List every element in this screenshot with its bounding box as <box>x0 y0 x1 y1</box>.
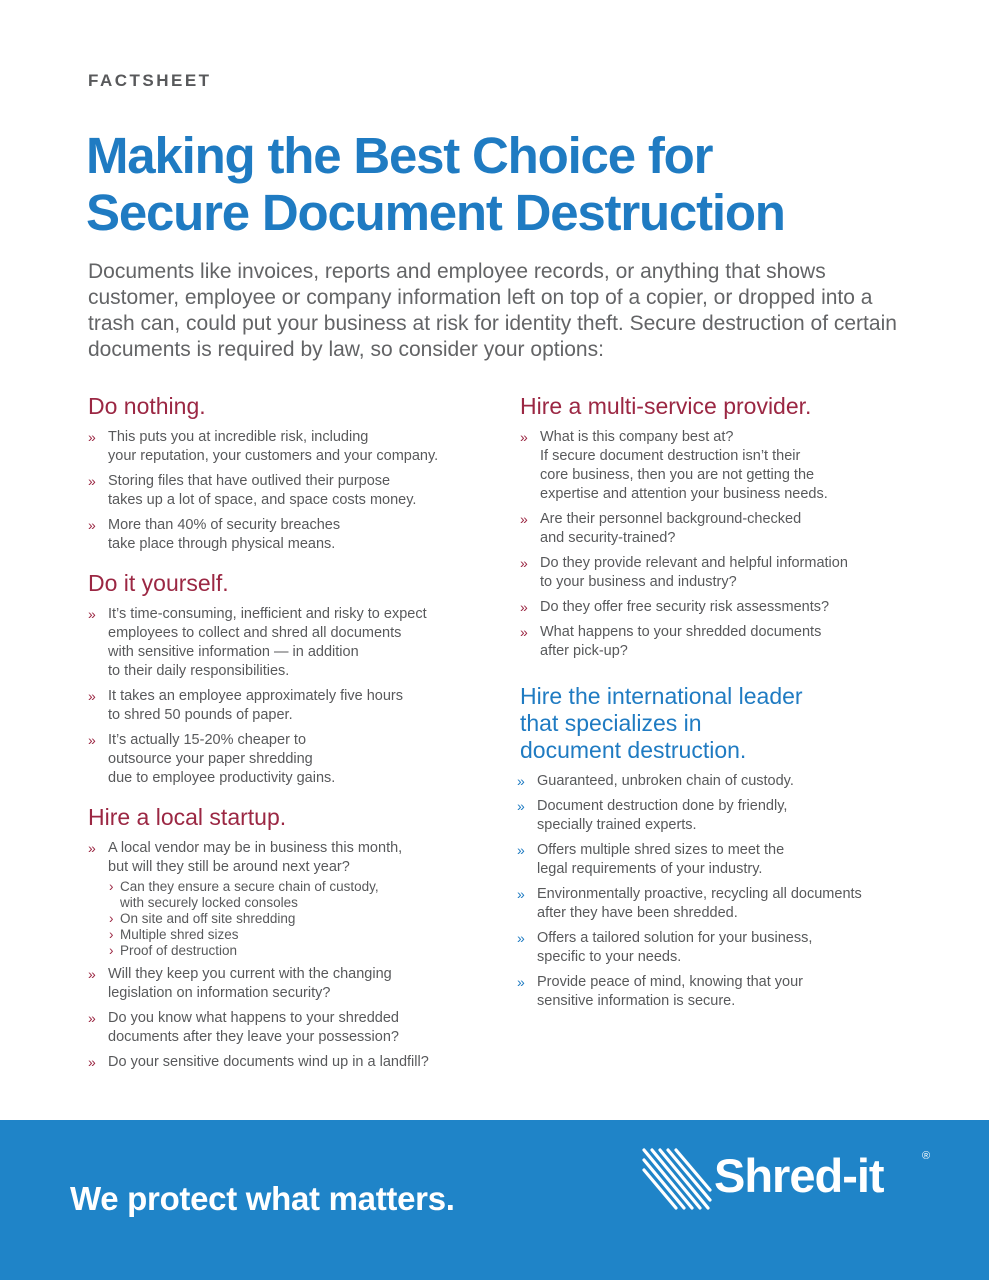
list-item <box>88 687 488 725</box>
bullet-list <box>88 605 488 788</box>
heading-line: document destruction. <box>520 737 747 763</box>
right-column <box>517 393 920 1027</box>
list-item <box>88 516 488 554</box>
item-line: legislation on information security? <box>108 985 331 1001</box>
bullet-list <box>88 839 488 1072</box>
item-line: If secure document destruction isn’t their <box>540 448 801 464</box>
section-heading <box>520 683 920 764</box>
item-line: Proof of destruction <box>120 943 238 958</box>
list-item <box>88 965 488 1003</box>
bullet-marker: » <box>88 688 96 704</box>
sub-marker: › <box>109 927 114 942</box>
item-line: Are their personnel background-checked <box>540 511 802 527</box>
bullet-marker: » <box>88 966 96 982</box>
item-line: Provide peace of mind, knowing that your <box>537 974 803 990</box>
list-item <box>517 973 920 1011</box>
item-line: Will they keep you current with the changing <box>108 966 392 982</box>
bullet-marker: » <box>517 798 525 814</box>
list-item <box>517 885 920 923</box>
bullet-marker: » <box>88 1010 96 1026</box>
bullet-list <box>517 772 920 1011</box>
item-line: your reputation, your customers and your company. <box>108 448 439 464</box>
list-item <box>520 428 920 504</box>
item-line: Environmentally proactive, recycling all documents <box>537 886 862 902</box>
item-line: Can they ensure a secure chain of custody, <box>120 879 379 894</box>
bullet-marker: » <box>517 773 525 789</box>
list-item <box>88 472 488 510</box>
item-line: Multiple shred sizes <box>120 927 239 942</box>
item-line: Do they offer free security risk assessments? <box>540 599 830 615</box>
bullet-marker: » <box>517 842 525 858</box>
title-line: Making the Best Choice for <box>86 127 713 184</box>
item-line: specific to your needs. <box>537 949 682 965</box>
item-line: expertise and attention your business needs. <box>540 486 828 502</box>
shred-it-logo <box>640 1144 940 1214</box>
tagline: We protect what matters. <box>70 1180 455 1217</box>
bullet-marker: » <box>88 840 96 856</box>
list-item <box>88 1009 488 1047</box>
list-item <box>517 929 920 967</box>
item-line: legal requirements of your industry. <box>537 861 763 877</box>
page-title <box>86 127 946 241</box>
bullet-marker: » <box>520 511 528 527</box>
section-international-leader <box>517 683 920 1011</box>
item-line: More than 40% of security breaches <box>108 517 341 533</box>
bullet-marker: » <box>520 555 528 571</box>
left-column <box>88 393 488 1088</box>
item-line: It’s time-consuming, inefficient and risky to expect <box>108 606 427 622</box>
item-line: Offers multiple shred sizes to meet the <box>537 842 785 858</box>
section-heading: Do nothing. <box>88 393 206 419</box>
factsheet-label: FACTSHEET <box>88 71 212 90</box>
sub-marker: › <box>109 879 114 894</box>
item-line: with sensitive information — in addition <box>108 644 359 660</box>
list-item <box>88 731 488 788</box>
bullet-marker: » <box>520 429 528 445</box>
item-line: due to employee productivity gains. <box>108 770 336 786</box>
item-line: to your business and industry? <box>540 574 737 590</box>
list-item <box>88 1053 488 1072</box>
registered-mark: ® <box>922 1150 931 1162</box>
bullet-marker: » <box>88 473 96 489</box>
item-line: Do you know what happens to your shredded <box>108 1010 399 1026</box>
logo-wordmark: Shred-it <box>714 1149 884 1202</box>
shred-stripes-icon <box>640 1144 712 1214</box>
bullet-marker: » <box>517 886 525 902</box>
section-heading: Do it yourself. <box>88 570 229 596</box>
section-multi-service <box>520 393 920 661</box>
sub-marker: › <box>109 943 114 958</box>
item-line: This puts you at incredible risk, including <box>108 429 369 445</box>
section-do-it-yourself <box>88 570 488 788</box>
list-item <box>520 598 920 617</box>
bullet-marker: » <box>88 517 96 533</box>
item-line: and security-trained? <box>540 530 676 546</box>
item-line: with securely locked consoles <box>120 895 298 910</box>
item-line: Do they provide relevant and helpful information <box>540 555 848 571</box>
item-line: Do your sensitive documents wind up in a landfill? <box>108 1054 429 1070</box>
intro-paragraph: Documents like invoices, reports and employee records, or anything that shows customer, employee or company information left on top of a copier, or dropped into a trash can, could put your business at risk for identity theft. Secure destruction of certain documents is required by law, so consider your options: <box>88 260 897 361</box>
sub-list <box>108 879 488 959</box>
list-item <box>88 428 488 466</box>
sub-list-item <box>108 927 488 943</box>
item-line: sensitive information is secure. <box>537 993 736 1009</box>
footer-banner <box>0 1120 989 1280</box>
list-item <box>520 510 920 548</box>
bullet-marker: » <box>517 930 525 946</box>
item-line: core business, then you are not getting the <box>540 467 815 483</box>
list-item <box>88 839 488 959</box>
bullet-marker: » <box>88 606 96 622</box>
item-line: employees to collect and shred all documents <box>108 625 402 641</box>
bullet-marker: » <box>520 599 528 615</box>
list-item <box>517 841 920 879</box>
item-line: specially trained experts. <box>537 817 697 833</box>
list-item <box>520 554 920 592</box>
item-line: but will they still be around next year? <box>108 859 350 875</box>
section-heading: Hire a multi-service provider. <box>520 393 812 419</box>
section-heading: Hire a local startup. <box>88 804 287 830</box>
bullet-marker: » <box>88 1054 96 1070</box>
item-line: after they have been shredded. <box>537 905 738 921</box>
item-line: What is this company best at? <box>540 429 734 445</box>
item-line: to their daily responsibilities. <box>108 663 290 679</box>
item-line: Guaranteed, unbroken chain of custody. <box>537 773 794 789</box>
sub-marker: › <box>109 911 114 926</box>
item-line: It’s actually 15-20% cheaper to <box>108 732 307 748</box>
item-line: after pick-up? <box>540 643 628 659</box>
item-line: Storing files that have outlived their purpose <box>108 473 391 489</box>
bullet-list <box>520 428 920 661</box>
item-line: documents after they leave your possession? <box>108 1029 399 1045</box>
title-line: Secure Document Destruction <box>86 184 785 241</box>
section-local-startup <box>88 804 488 1072</box>
item-line: to shred 50 pounds of paper. <box>108 707 293 723</box>
item-line: What happens to your shredded documents <box>540 624 822 640</box>
list-item <box>517 772 920 791</box>
list-item <box>88 605 488 681</box>
item-line: takes up a lot of space, and space costs money. <box>108 492 417 508</box>
bullet-marker: » <box>88 732 96 748</box>
item-line: Offers a tailored solution for your business, <box>537 930 813 946</box>
bullet-list <box>88 428 488 554</box>
item-line: On site and off site shredding <box>120 911 296 926</box>
item-line: take place through physical means. <box>108 536 336 552</box>
heading-line: that specializes in <box>520 710 702 736</box>
bullet-marker: » <box>88 429 96 445</box>
sub-list-item <box>108 911 488 927</box>
list-item <box>517 797 920 835</box>
section-do-nothing <box>88 393 488 554</box>
item-line: Document destruction done by friendly, <box>537 798 788 814</box>
item-line: It takes an employee approximately five hours <box>108 688 403 704</box>
sub-list-item <box>108 879 488 911</box>
bullet-marker: » <box>517 974 525 990</box>
list-item <box>520 623 920 661</box>
bullet-marker: » <box>520 624 528 640</box>
item-line: A local vendor may be in business this month, <box>108 840 403 856</box>
heading-line: Hire the international leader <box>520 683 803 709</box>
sub-list-item <box>108 943 488 959</box>
item-line: outsource your paper shredding <box>108 751 313 767</box>
